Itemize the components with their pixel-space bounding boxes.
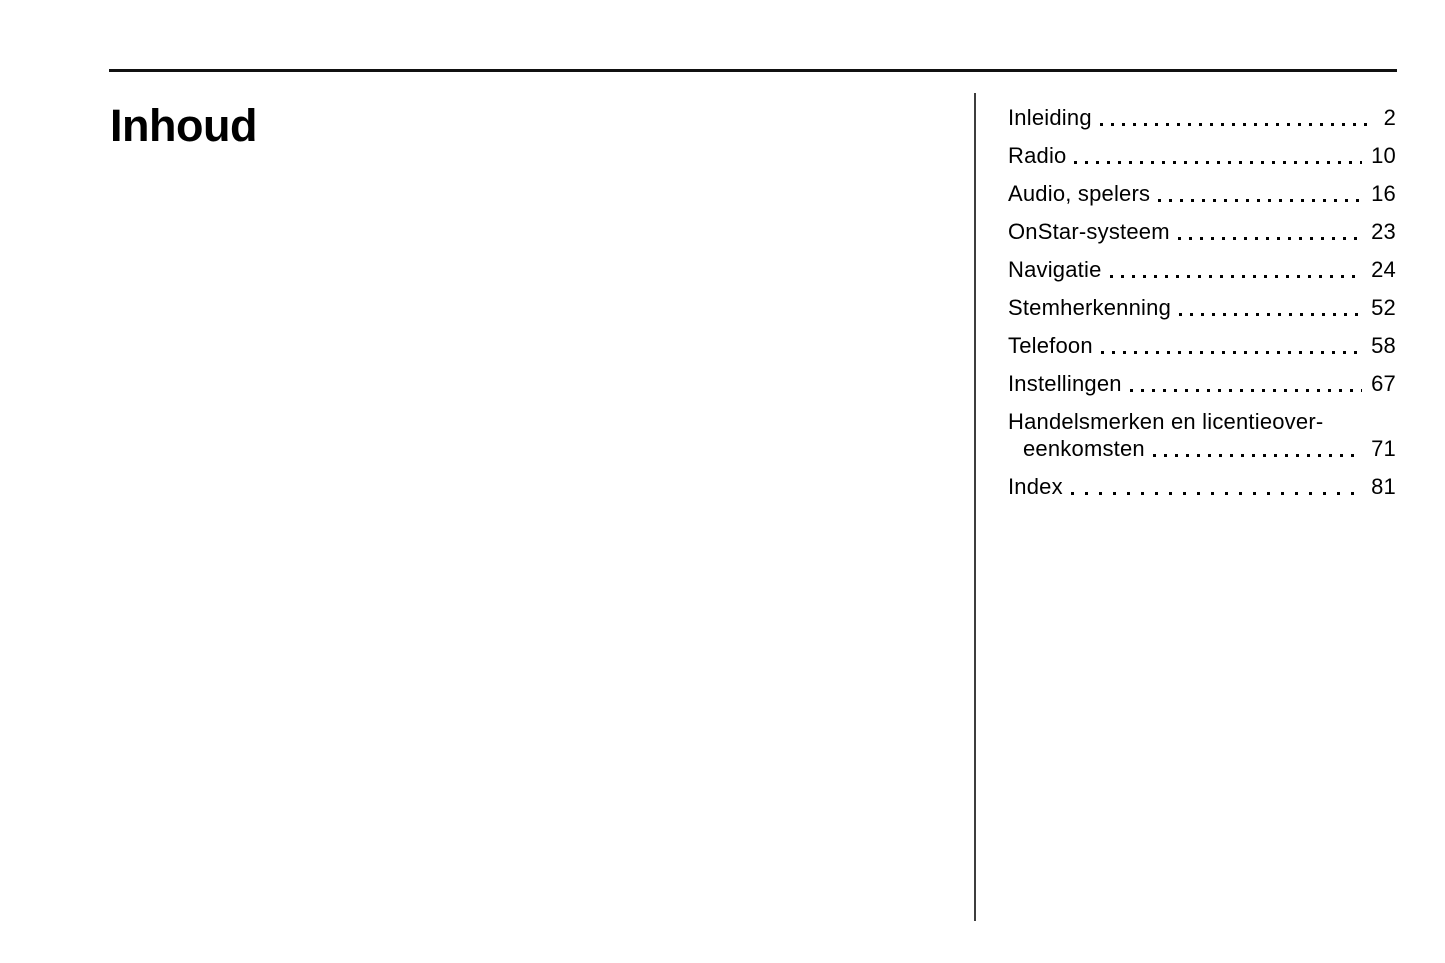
toc-entry-label: Telefoon — [1008, 333, 1093, 358]
toc-entry-line — [1008, 370, 1396, 397]
dot-leader — [1130, 389, 1362, 392]
toc-entry-page-number: 2 — [1383, 105, 1396, 130]
toc-entry-page-number: 10 — [1371, 143, 1396, 168]
top-rule — [109, 69, 1397, 72]
toc-entry-page-number: 71 — [1371, 436, 1396, 461]
table-of-contents — [1008, 104, 1396, 511]
toc-entry[interactable] — [1008, 473, 1396, 500]
dot-leader — [1179, 313, 1362, 316]
toc-entry-line — [1008, 104, 1396, 131]
column-divider — [974, 93, 976, 921]
toc-entry-label-line1 — [1008, 408, 1396, 435]
toc-entry-label: Handelsmerken en licentieover- — [1008, 409, 1324, 434]
toc-entry-label-line2 — [1008, 435, 1396, 462]
toc-entry[interactable] — [1008, 180, 1396, 207]
dot-leader — [1178, 237, 1362, 240]
toc-entry[interactable] — [1008, 370, 1396, 397]
toc-entry[interactable] — [1008, 294, 1396, 321]
dot-leader — [1110, 275, 1363, 278]
toc-entry-page-number: 67 — [1371, 371, 1396, 396]
toc-entry-line — [1008, 473, 1396, 500]
toc-entry-label: Inleiding — [1008, 105, 1092, 130]
dot-leader — [1071, 492, 1362, 495]
toc-entry-line — [1008, 294, 1396, 321]
dot-leader — [1153, 454, 1362, 457]
toc-entry-label: Radio — [1008, 143, 1067, 168]
toc-entry[interactable] — [1008, 142, 1396, 169]
toc-entry-line — [1008, 256, 1396, 283]
toc-entry-label: Navigatie — [1008, 257, 1102, 282]
toc-entry-page-number: 81 — [1371, 474, 1396, 499]
toc-entry-label: Stemherkenning — [1008, 295, 1172, 320]
toc-entry[interactable] — [1008, 256, 1396, 283]
page-title: Inhoud — [110, 100, 257, 151]
toc-entry-page-number: 24 — [1371, 257, 1396, 282]
toc-entry-line — [1008, 180, 1396, 207]
toc-entry[interactable] — [1008, 332, 1396, 359]
toc-entry-page-number: 16 — [1371, 181, 1396, 206]
toc-entry-page-number: 23 — [1371, 219, 1396, 244]
toc-entry[interactable] — [1008, 408, 1396, 462]
dot-leader — [1100, 123, 1375, 126]
dot-leader — [1101, 351, 1362, 354]
toc-entry-page-number: 52 — [1371, 295, 1396, 320]
dot-leader — [1074, 161, 1362, 164]
toc-entry[interactable] — [1008, 104, 1396, 131]
toc-entry[interactable] — [1008, 218, 1396, 245]
toc-entry-page-number: 58 — [1371, 333, 1396, 358]
toc-entry-label: Index — [1008, 474, 1063, 499]
toc-entry-label: Audio, spelers — [1008, 181, 1151, 206]
dot-leader — [1158, 199, 1362, 202]
toc-entry-label-continued: eenkomsten — [1023, 436, 1145, 461]
toc-entry-label: OnStar-systeem — [1008, 219, 1170, 244]
toc-entry-line — [1008, 332, 1396, 359]
toc-entry-label: Instellingen — [1008, 371, 1122, 396]
toc-entry-line — [1008, 142, 1396, 169]
toc-entry-line — [1008, 218, 1396, 245]
